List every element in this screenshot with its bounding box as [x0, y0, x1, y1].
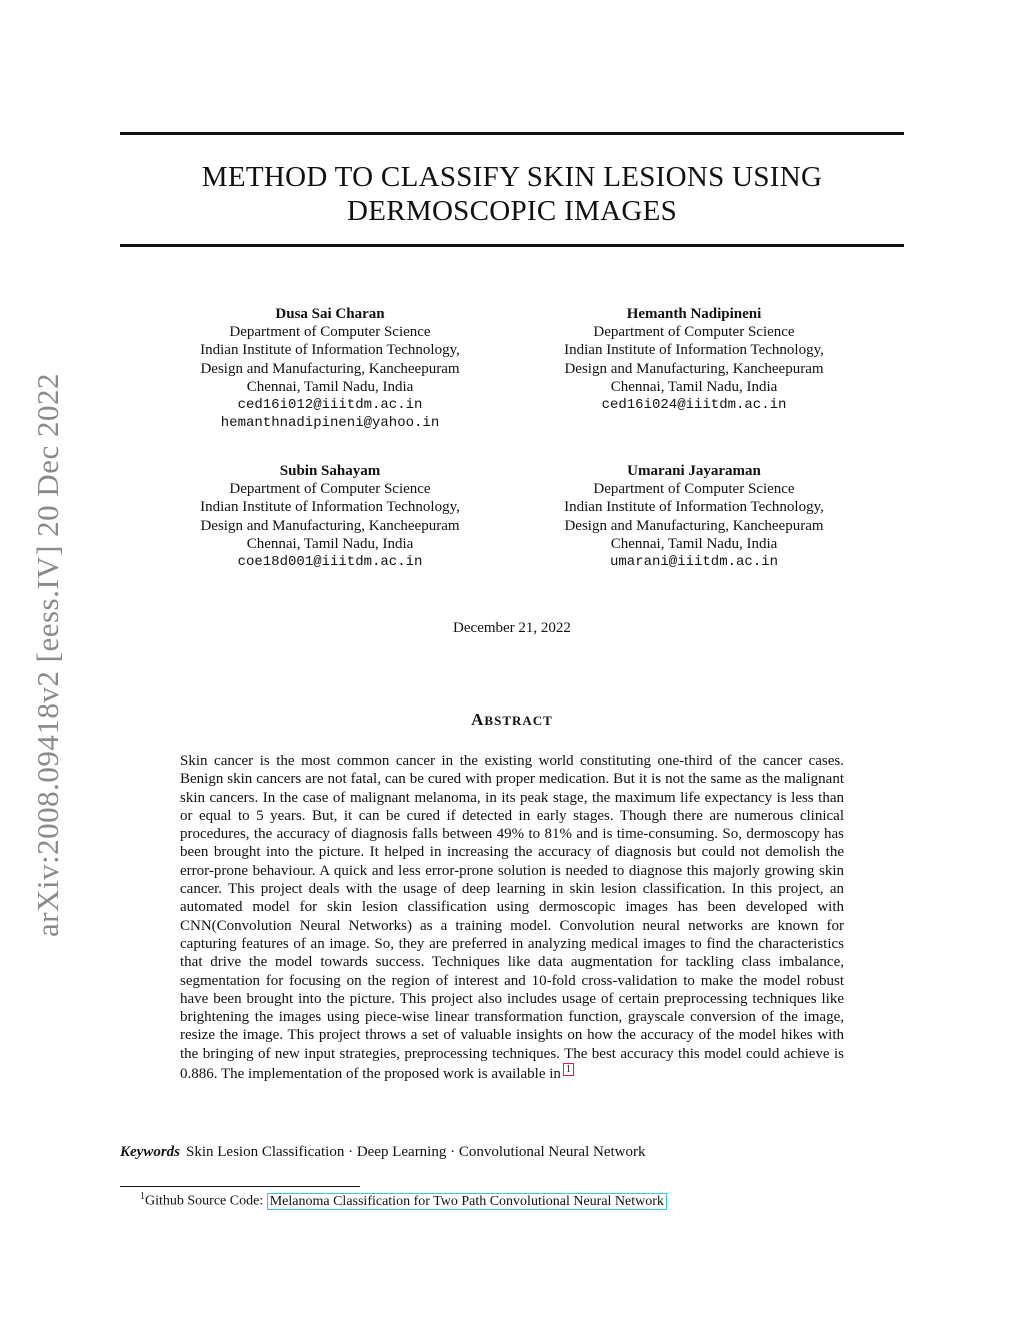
abstract-body: [180, 752, 844, 1083]
author-institute: Indian Institute of Information Technology,: [200, 499, 460, 516]
author-institute: Design and Manufacturing, Kancheepuram: [564, 517, 824, 534]
author-block-2: [514, 305, 874, 414]
abstract-heading: [0, 710, 1024, 730]
abstract-heading-initial: A: [471, 710, 485, 729]
author-block-3: [150, 462, 510, 571]
footnote-prefix: Github Source Code:: [145, 1193, 264, 1209]
paper-date: December 21, 2022: [453, 620, 571, 636]
author-institute: Indian Institute of Information Technology,: [564, 499, 824, 516]
author-dept: Department of Computer Science: [593, 324, 795, 341]
author-email: ced16i012@iiitdm.ac.in: [237, 397, 423, 414]
author-institute: Indian Institute of Information Technology,: [200, 342, 460, 359]
author-email: umarani@iiitdm.ac.in: [609, 554, 779, 571]
author-email: hemanthnadipineni@yahoo.in: [220, 415, 440, 432]
author-name: Dusa Sai Charan: [275, 306, 385, 322]
author-dept: Department of Computer Science: [229, 481, 431, 498]
author-location: Chennai, Tamil Nadu, India: [610, 378, 778, 395]
github-source-link[interactable]: Melanoma Classification for Two Path Convolutional Neural Network: [267, 1193, 667, 1210]
arxiv-stamp: arXiv:2008.09418v2 [eess.IV] 20 Dec 2022: [30, 372, 65, 938]
footnote: [140, 1191, 667, 1210]
author-institute: Indian Institute of Information Technology,: [564, 342, 824, 359]
keywords-line: [120, 1144, 645, 1161]
paper-title: [120, 160, 904, 228]
author-email: coe18d001@iiitdm.ac.in: [237, 554, 423, 571]
title-line-1: METHOD TO CLASSIFY SKIN LESIONS USING: [201, 161, 823, 193]
footnote-ref-link[interactable]: 1: [563, 1063, 574, 1076]
author-email: ced16i024@iiitdm.ac.in: [601, 397, 787, 414]
author-block-4: [514, 462, 874, 571]
title-rule-top: [120, 132, 904, 135]
author-institute: Design and Manufacturing, Kancheepuram: [200, 360, 460, 377]
footnote-rule: [120, 1186, 360, 1187]
author-dept: Department of Computer Science: [229, 324, 431, 341]
keywords-text: Skin Lesion Classification · Deep Learning · Convolutional Neural Network: [186, 1144, 646, 1160]
author-name: Umarani Jayaraman: [627, 463, 761, 479]
abstract-text: Skin cancer is the most common cancer in the existing world constituting one-third of the cancer cases. Benign skin cancers are not fatal, can be cured with proper medication. But it is not the same as the malignant skin cancers. In the case of malignant melanoma, in its peak stage, the maximum life expectancy is less than or equal to 5 years. But, it can be cured if detected in early stages. Though there are numerous clinical procedures, the accuracy of diagnosis falls between 49% to 81% and is time-consuming. So, dermoscopy has been brought into the picture. It helped in increasing the accuracy of diagnosis but could not demolish the error-prone behaviour. A quick and less error-prone solution is needed to diagnose this majorly growing skin cancer. This project deals with the usage of deep learning in skin lesion classification. In this project, an automated model for skin lesion classification using dermoscopic images has been developed with CNN(Convolution Neural Networks) as a training model. Convolution neural networks are known for capturing features of an image. So, they are preferred in analyzing medical images to find the characteristics that drive the model towards success. Techniques like data augmentation for tackling class imbalance, segmentation for focusing on the region of interest and 10-fold cross-validation to make the model robust have been brought into the picture. This project also includes usage of certain preprocessing techniques like brightening the images using piece-wise linear transformation function, grayscale conversion of the image, resize the image. This project throws a set of valuable insights on how the accuracy of the model hikes with the bringing of new input strategies, preprocessing techniques. The best accuracy this model could achieve is 0.886. The implementation of the proposed work is available in: [180, 753, 844, 1083]
abstract-heading-rest: BSTRACT: [484, 713, 553, 728]
author-institute: Design and Manufacturing, Kancheepuram: [200, 517, 460, 534]
author-location: Chennai, Tamil Nadu, India: [246, 378, 414, 395]
keywords-label: Keywords: [120, 1144, 180, 1160]
author-location: Chennai, Tamil Nadu, India: [246, 535, 414, 552]
title-rule-bottom: [120, 244, 904, 247]
title-line-2: DERMOSCOPIC IMAGES: [346, 195, 678, 227]
author-dept: Department of Computer Science: [593, 481, 795, 498]
author-location: Chennai, Tamil Nadu, India: [610, 535, 778, 552]
author-name: Subin Sahayam: [279, 463, 381, 479]
author-institute: Design and Manufacturing, Kancheepuram: [564, 360, 824, 377]
author-name: Hemanth Nadipineni: [626, 306, 762, 322]
footnote-number: 1: [140, 1191, 145, 1202]
author-block-1: [150, 305, 510, 432]
